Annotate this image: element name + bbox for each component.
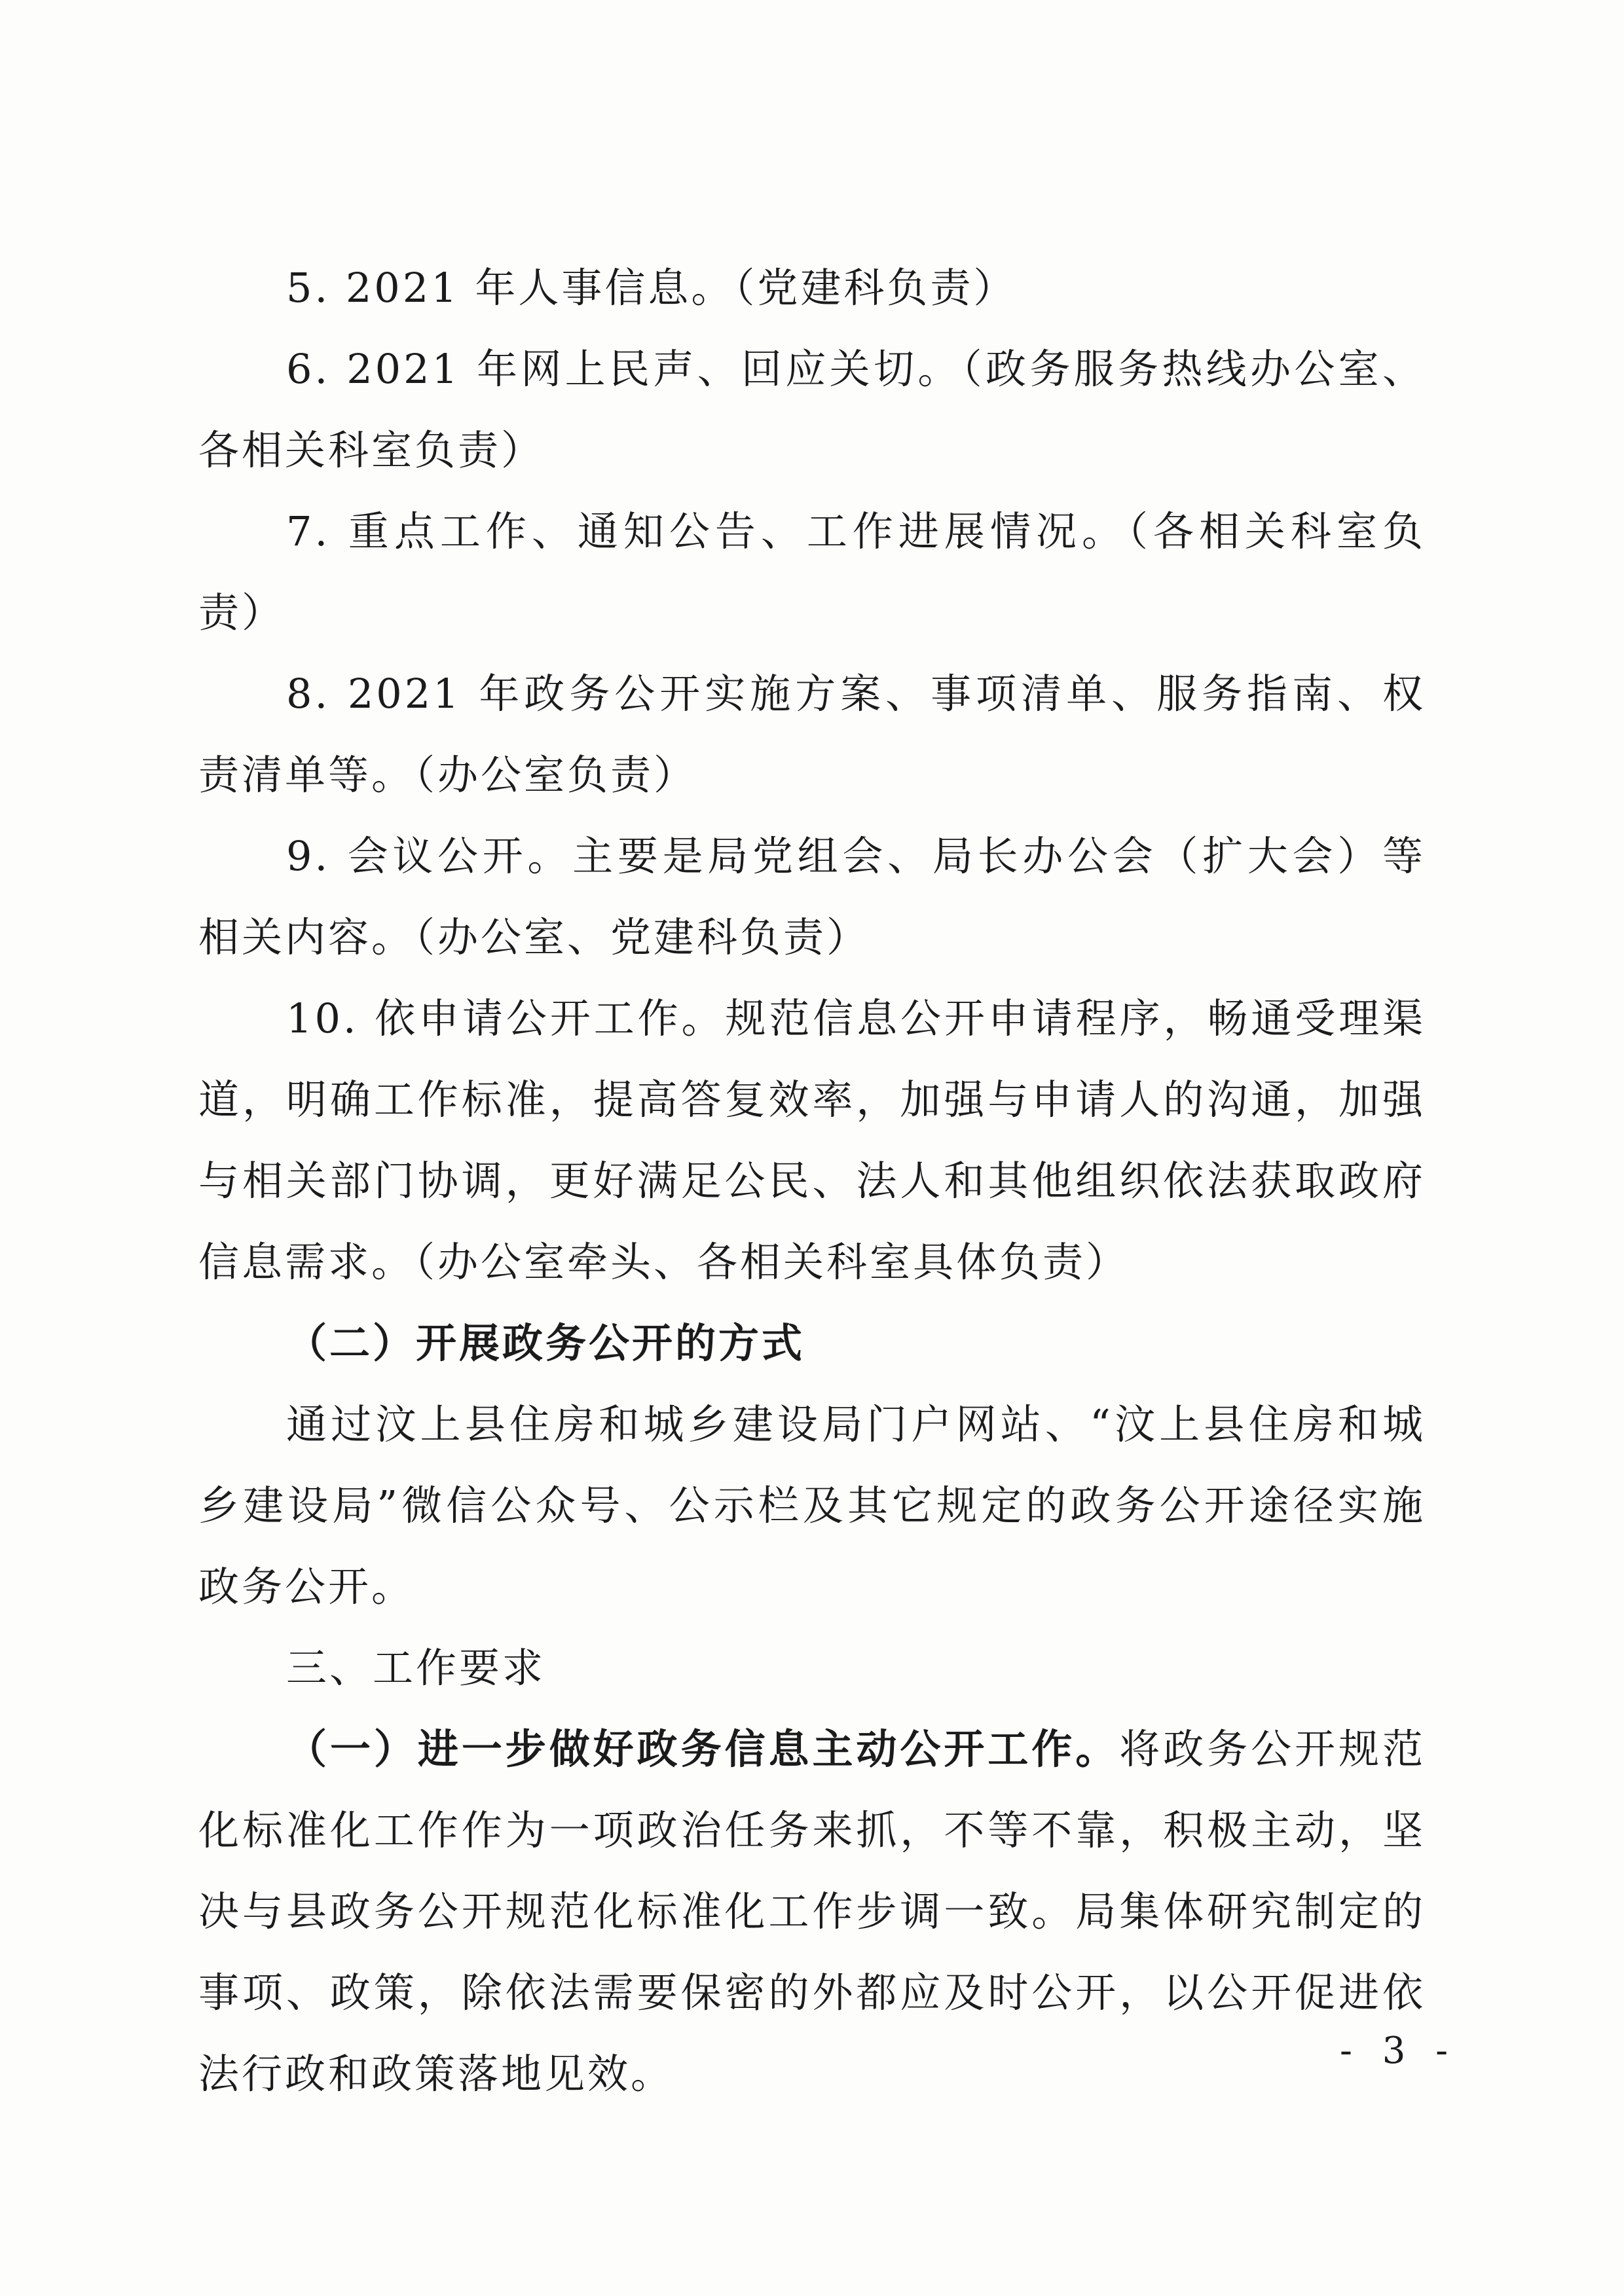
requirement-1-paragraph [198, 1709, 1426, 2115]
page-number: - 3 - [1340, 2030, 1458, 2072]
list-item-6: 6. 2021 年网上民声、回应关切。（政务服务热线办公室、各相关科室负责） [198, 345, 1426, 474]
document-body [198, 247, 1426, 2115]
list-item-9: 9. 会议公开。主要是局党组会、局长办公会（扩大会）等相关内容。（办公室、党建科负责） [198, 832, 1426, 961]
requirement-1-body: 将政务公开规范化标准化工作作为一项政治任务来抓，不等不靠，积极主动，坚决与县政务公开规范化标准化工作步调一致。局集体研究制定的事项、政策，除依法需要保密的外都应及时公开，以公开促进依法行政和政策落地见效。 [198, 1725, 1426, 2098]
list-item-5: 5. 2021 年人事信息。（党建科负责） [286, 264, 1017, 312]
list-item-10: 10. 依申请公开工作。规范信息公开申请程序，畅通受理渠道，明确工作标准，提高答复效率，加强与申请人的沟通，加强与相关部门协调，更好满足公民、法人和其他组织依法获取政府信息需求。（办公室牵头、各相关科室具体负责） [198, 994, 1426, 1286]
section-heading-work-requirements: 三、工作要求 [286, 1644, 546, 1692]
list-item-7: 7. 重点工作、通知公告、工作进展情况。（各相关科室负责） [198, 507, 1426, 636]
methods-paragraph: 通过汶上县住房和城乡建设局门户网站、“汶上县住房和城乡建设局”微信公众号、公示栏及其它规定的政务公开途径实施政务公开。 [198, 1400, 1426, 1611]
list-item-8: 8. 2021 年政务公开实施方案、事项清单、服务指南、权责清单等。（办公室负责） [198, 670, 1426, 799]
subheading-publication-methods: （二）开展政务公开的方式 [286, 1319, 805, 1367]
requirement-1-lead: （一）进一步做好政务信息主动公开工作。 [286, 1725, 1120, 1773]
